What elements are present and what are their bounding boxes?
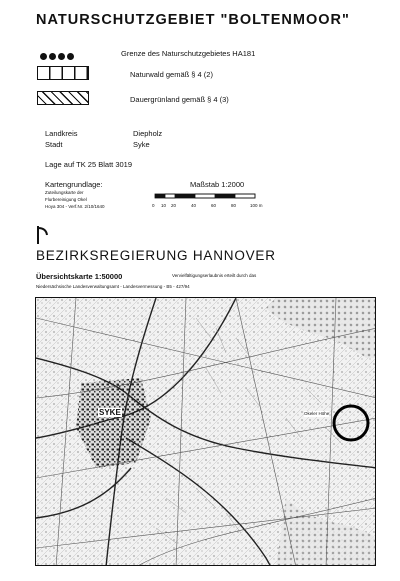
landkreis-value: Diepholz xyxy=(133,129,163,138)
authority-emblem-icon xyxy=(36,224,50,246)
landkreis-label: Landkreis xyxy=(45,129,78,138)
scale-tick-80: 80 xyxy=(231,203,237,208)
scale-tick-100: 100 m xyxy=(250,203,263,208)
legend-boundary-label: Grenze des Naturschutzgebietes HA181 xyxy=(121,49,256,58)
overview-office: Niedersächsische Landesverwaltungsamt - Landesvermessung - B5 - 427/94 xyxy=(36,284,190,289)
legend-naturwald-label: Naturwald gemäß § 4 (2) xyxy=(130,70,213,79)
stadt-label: Stadt xyxy=(45,140,63,149)
overview-permission: Vervielfältigungserlaubnis erteilt durch das xyxy=(172,273,257,278)
boundary-dots-icon xyxy=(40,47,76,65)
kartengrundlage-line1: Zuteilungskarte der xyxy=(45,190,84,195)
kartengrundlage-heading: Kartengrundlage: xyxy=(45,180,103,189)
scale-label: Maßstab 1:2000 xyxy=(190,180,245,189)
kartengrundlage-line3: Hoya 304 - Verf.Nr. 2/10/1640 xyxy=(45,204,105,209)
scale-tick-0: 0 xyxy=(152,203,155,208)
kartengrundlage-line2: Flurbereinigung Okel xyxy=(45,197,87,202)
dauergruenland-hatch-icon xyxy=(37,91,89,105)
map-title: NATURSCHUTZGEBIET "BOLTENMOOR" xyxy=(36,12,350,28)
overview-map-label: Übersichtskarte 1:50000 xyxy=(36,272,123,281)
scale-tick-60: 60 xyxy=(211,203,217,208)
overview-map xyxy=(35,297,376,566)
scale-tick-10: 10 xyxy=(161,203,167,208)
authority-name: BEZIRKSREGIERUNG HANNOVER xyxy=(36,248,276,263)
scale-tick-20: 20 xyxy=(171,203,177,208)
scale-tick-40: 40 xyxy=(191,203,197,208)
stadt-value: Syke xyxy=(133,140,150,149)
legend-dauergruenland-label: Dauergrünland gemäß § 4 (3) xyxy=(130,95,229,104)
lage-text: Lage auf TK 25 Blatt 3019 xyxy=(45,160,133,169)
naturwald-hatch-icon xyxy=(37,66,89,80)
map-label-town: SYKE xyxy=(99,408,121,417)
map-label-place: Okeler Höhe xyxy=(304,411,330,416)
